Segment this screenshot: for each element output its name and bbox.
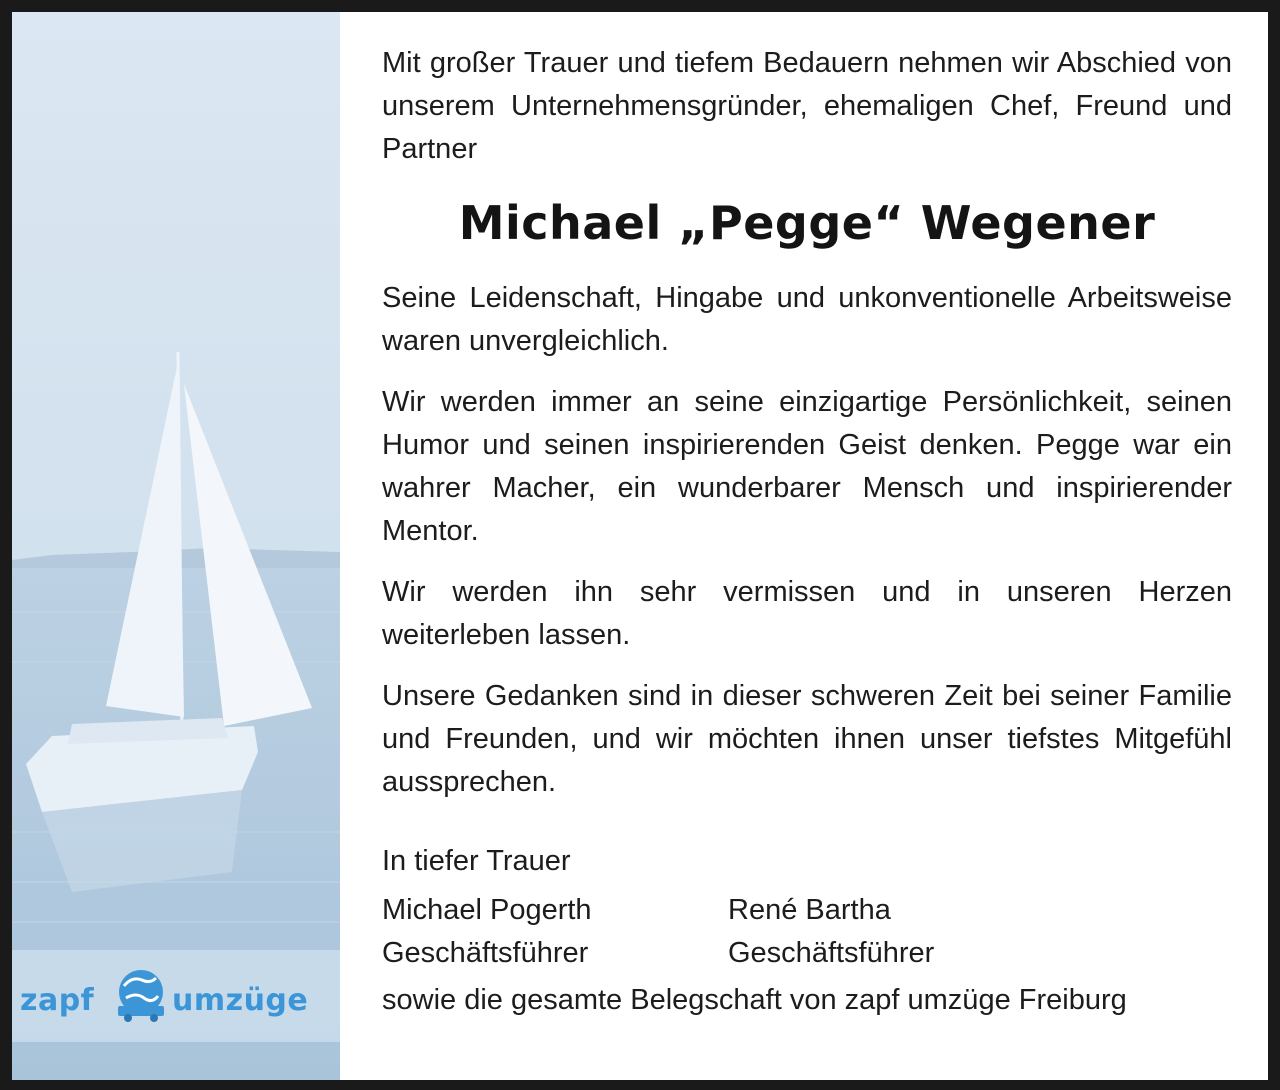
team-line: sowie die gesamte Belegschaft von zapf umzüge Freiburg xyxy=(382,984,1127,1016)
signatory-title: Geschäftsführer xyxy=(382,937,589,969)
signatory-name: Michael Pogerth xyxy=(382,894,592,926)
paragraph: Unsere Gedanken sind in dieser schweren Zeit bei seiner Familie und Freunden, und wir möchten ihnen unser tiefstes Mitgefühl aussprechen. xyxy=(382,680,1232,798)
sailboat-image xyxy=(12,12,340,1080)
signatory xyxy=(382,889,728,975)
paragraph: Wir werden immer an seine einzigartige Persönlichkeit, seinen Humor und seinen inspirierenden Geist denken. Pegge war ein wahrer Macher, ein wunderbarer Mensch und inspirierender Mentor. xyxy=(382,386,1232,547)
globe-truck-icon xyxy=(110,964,172,1026)
signatory-name: René Bartha xyxy=(728,894,891,926)
paragraph: Seine Leidenschaft, Hingabe und unkonventionelle Arbeitsweise waren unvergleichlich. xyxy=(382,282,1232,357)
company-logo xyxy=(12,950,340,1042)
paragraph: Wir werden ihn sehr vermissen und in unseren Herzen weiterleben lassen. xyxy=(382,576,1232,651)
signatory-title: Geschäftsführer xyxy=(728,937,935,969)
closing-line: In tiefer Trauer xyxy=(382,845,571,877)
intro-text: Mit großer Trauer und tiefem Bedauern nehmen wir Abschied von unserem Unternehmensgründer, ehemaligen Chef, Freund und Partner xyxy=(382,47,1232,165)
signatory xyxy=(728,889,1232,975)
logo-text-zapf: zapf xyxy=(20,983,95,1018)
logo-text-umzuege: umzüge xyxy=(172,983,309,1018)
notice-text xyxy=(382,42,1232,1022)
signatures xyxy=(382,889,1232,975)
deceased-name: Michael „Pegge“ Wegener xyxy=(458,196,1156,250)
